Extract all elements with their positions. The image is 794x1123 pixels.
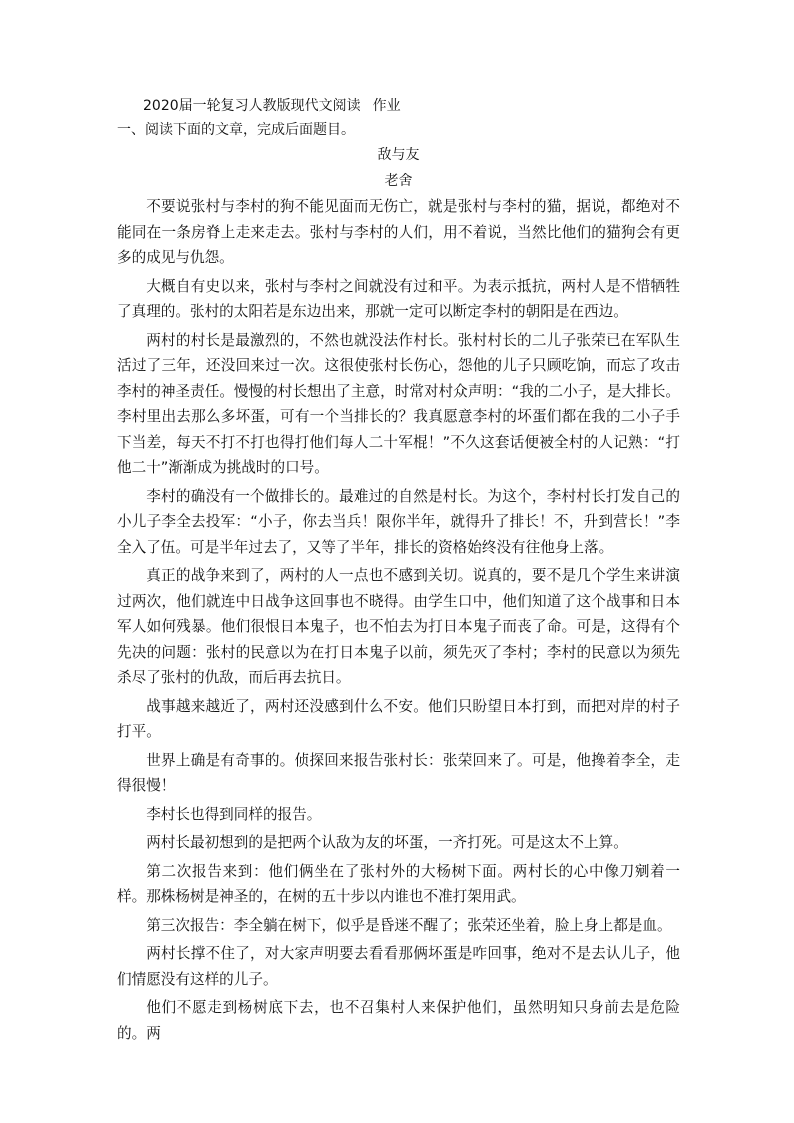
- paragraph: 不要说张村与李村的狗不能见面而无伤亡，就是张村与李村的猫，据说，都绝对不能同在一条房脊上走来走去。张村与李村的人们，用不着说，当然比他们的猫狗会有更多的成见与仇怨。: [117, 198, 680, 266]
- document-tag: 作业: [372, 98, 401, 114]
- paragraph: 世界上确是有奇事的。侦探回来报告张村长：张荣回来了。可是，他搀着李全，走得很慢！: [117, 751, 680, 794]
- paragraph: 两村长最初想到的是把两个认敌为友的坏蛋，一齐打死。可是这太不上算。: [146, 834, 628, 851]
- paragraph: 他们不愿走到杨树底下去，也不召集村人来保护他们，虽然明知只身前去是危险的。两: [117, 999, 680, 1042]
- paragraph: 两村长撑不住了，对大家声明要去看看那俩坏蛋是咋回事，绝对不是去认儿子，他们情愿没有这样的儿子。: [117, 945, 680, 988]
- paragraph: 战事越来越近了，两村还没感到什么不安。他们只盼望日本打到，而把对岸的村子打平。: [117, 697, 680, 740]
- paragraph: 第三次报告：李全躺在树下，似乎是昏迷不醒了；张荣还坐着，脸上身上都是血。: [146, 916, 672, 934]
- paragraph: 两村的村长是最激烈的，不然也就没法作村长。张村村长的二儿子张荣已在军队生活过了三年，还没回来过一次。这很使张村长伤心，怨他的儿子只顾吃饷，而忘了攻击李村的神圣责任。慢慢的村长想出了主意，时常对村众声明：“我的二小子，是大排长。李村里出去那么多坏蛋，可有一个当排长的？我真愿意李村的坏蛋们都在我的二小子手下当差，每天不打不打也得打他们每人二十军棍！”不久这套话便被全村的人记熟：“打他二十”渐渐成为挑战时的口号。: [117, 331, 680, 476]
- paragraph: 李村的确没有一个做排长的。最难过的自然是村长。为这个，李村村长打发自己的小儿子李全去投军：“小子，你去当兵！限你半年，就得升了排长！不，升到营长！”李全入了伍。可是半年过去了，又等了半年，排长的资格始终没有往他身上落。: [117, 487, 680, 556]
- document-header: [117, 94, 680, 118]
- paragraph: 真正的战争来到了，两村的人一点也不感到关切。说真的，要不是几个学生来讲演过两次，他们就连中日战争这回事也不晓得。由学生口中，他们知道了这个战事和日本军人如何残暴。他们很恨日本鬼子，也不怕去为打日本鬼子而丧了命。可是，这得有个先决的问题：张村的民意以为在打日本鬼子以前，须先灭了李村；李村的民意以为须先杀尽了张村的仇敌，而后再去抗日。: [117, 567, 680, 686]
- paragraph: 李村长也得到同样的报告。: [146, 805, 322, 823]
- article-author: 老舍: [384, 173, 413, 189]
- paragraph: 大概自有史以来，张村与李村之间就没有过和平。为表示抵抗，两村人是不惜牺牲了真理的。张村的太阳若是东边出来，那就一定可以断定李村的朝阳是在西边。: [117, 277, 680, 320]
- document-page: [117, 94, 680, 1046]
- section-instruction: 一、阅读下面的文章，完成后面题目。: [117, 122, 355, 138]
- article-title: 敌与友: [377, 147, 420, 163]
- document-title: 2020届一轮复习人教版现代文阅读: [143, 98, 361, 114]
- paragraph: 第二次报告来到：他们俩坐在了张村外的大杨树下面。两村长的心中像刀剜着一样。那株杨树是神圣的，在树的五十步以内谁也不准打架用武。: [117, 862, 680, 905]
